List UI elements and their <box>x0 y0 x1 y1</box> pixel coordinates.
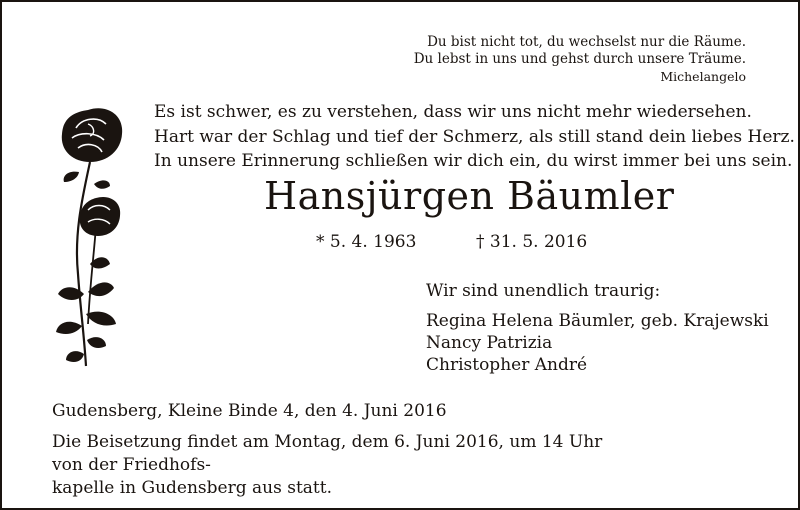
mourner-name: Christopher André <box>426 355 588 375</box>
mourner-name: Regina Helena Bäumler, geb. Krajewski <box>426 311 769 331</box>
mourners-list <box>426 310 769 376</box>
poem-block <box>154 100 795 174</box>
birth-date: * 5. 4. 1963 <box>316 232 417 252</box>
funeral-line: Die Beisetzung findet am Montag, dem 6. Juni 2016, um 14 Uhr von der Friedhofs- <box>52 432 603 475</box>
funeral-line: kapelle in Gudensberg aus statt. <box>52 478 332 498</box>
rose-icon <box>44 104 136 380</box>
quote-block <box>414 34 746 85</box>
funeral-notice <box>52 431 612 500</box>
deceased-name: Hansjürgen Bäumler <box>264 174 675 218</box>
quote-author: Michelangelo <box>660 69 746 84</box>
place-and-date: Gudensberg, Kleine Binde 4, den 4. Juni 2016 <box>52 401 447 421</box>
quote-line: Du bist nicht tot, du wechselst nur die Räume. <box>427 34 746 50</box>
death-date: † 31. 5. 2016 <box>476 232 588 252</box>
poem-line: Hart war der Schlag und tief der Schmerz, als still stand dein liebes Herz. <box>154 126 795 147</box>
mourners-intro: Wir sind unendlich traurig: <box>426 281 661 301</box>
poem-line: Es ist schwer, es zu verstehen, dass wir uns nicht mehr wiedersehen. <box>154 102 752 122</box>
quote-line: Du lebst in uns und gehst durch unsere Träume. <box>413 51 746 67</box>
poem-line: In unsere Erinnerung schließen wir dich ein, du wirst immer bei uns sein. <box>154 151 793 171</box>
mourner-name: Nancy Patrizia <box>426 333 553 353</box>
